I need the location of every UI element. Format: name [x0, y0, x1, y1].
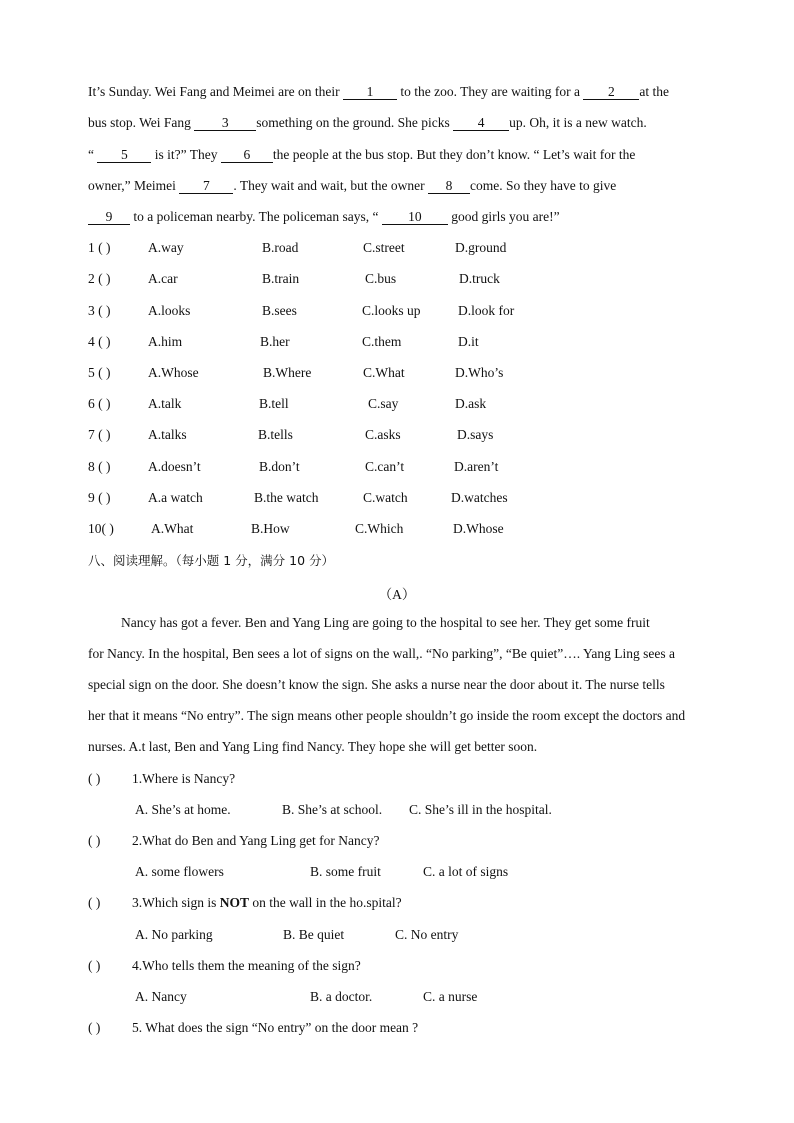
- passage-text: is it?” They: [151, 147, 221, 162]
- option-b[interactable]: B. some fruit: [310, 864, 381, 879]
- option-b[interactable]: B. Be quiet: [283, 927, 345, 942]
- option-a[interactable]: A.talks: [148, 427, 187, 442]
- cloze-question-row: [88, 302, 728, 320]
- question-number: 10( ): [88, 521, 114, 536]
- blank-3: 3: [194, 115, 256, 131]
- option-a[interactable]: A.Whose: [148, 365, 199, 380]
- blank-9: 9: [88, 209, 130, 225]
- option-a[interactable]: A.car: [148, 271, 178, 286]
- cloze-question-row: [88, 489, 728, 507]
- option-b[interactable]: B.the watch: [254, 490, 319, 505]
- option-b[interactable]: B. a doctor.: [310, 989, 373, 1004]
- passage-line: [88, 146, 635, 164]
- option-b[interactable]: B.train: [262, 271, 300, 286]
- question-row: [88, 770, 235, 788]
- part-label: （A）: [378, 587, 416, 602]
- question-text: 5. What does the sign “No entry” on the door mean ?: [132, 1020, 419, 1035]
- option-d[interactable]: D.watches: [451, 490, 508, 505]
- answer-blank[interactable]: ( ): [88, 958, 101, 973]
- passage-text: the people at the bus stop. But they don’t know. “ Let’s wait for the: [272, 147, 636, 162]
- passage-text: . They wait and wait, but the owner: [233, 178, 429, 193]
- blank-1: 1: [343, 84, 397, 100]
- option-c[interactable]: C. a lot of signs: [423, 864, 509, 879]
- option-a[interactable]: A. Nancy: [135, 989, 187, 1004]
- option-a[interactable]: A. No parking: [135, 927, 213, 942]
- question-emphasis: NOT: [219, 895, 250, 910]
- passage-text: to a policeman nearby. The policeman says, “: [130, 209, 382, 224]
- option-b[interactable]: B.How: [251, 521, 290, 536]
- blank-6: 6: [221, 147, 273, 163]
- question-row: [88, 832, 379, 850]
- option-b[interactable]: B.tell: [259, 396, 289, 411]
- option-a[interactable]: A.What: [151, 521, 194, 536]
- option-b[interactable]: B.don’t: [259, 459, 300, 474]
- option-d[interactable]: D.Who’s: [455, 365, 504, 380]
- option-d[interactable]: D.says: [457, 427, 494, 442]
- question-text: 3.Which sign is: [132, 895, 220, 910]
- question-number: 7 ( ): [88, 427, 111, 442]
- option-c[interactable]: C.asks: [365, 427, 401, 442]
- question-number: 3 ( ): [88, 303, 111, 318]
- option-c[interactable]: C. She’s ill in the hospital.: [409, 802, 552, 817]
- blank-2: 2: [583, 84, 639, 100]
- passage-line: Nancy has got a fever. Ben and Yang Ling are going to the hospital to see her. They get some fruit: [121, 615, 650, 630]
- option-a[interactable]: A.a watch: [148, 490, 203, 505]
- option-a[interactable]: A. some flowers: [135, 864, 224, 879]
- passage-line: [88, 208, 560, 226]
- option-d[interactable]: D.Whose: [453, 521, 504, 536]
- option-c[interactable]: C.What: [363, 365, 405, 380]
- option-a[interactable]: A.talk: [148, 396, 182, 411]
- options-row: [88, 926, 728, 944]
- question-row: [88, 1019, 418, 1037]
- cloze-question-row: [88, 364, 728, 382]
- option-b[interactable]: B. She’s at school.: [282, 802, 383, 817]
- question-text: 2.What do Ben and Yang Ling get for Nancy?: [132, 833, 380, 848]
- answer-blank[interactable]: ( ): [88, 833, 101, 848]
- option-c[interactable]: C.watch: [363, 490, 408, 505]
- option-b[interactable]: B.road: [262, 240, 299, 255]
- section-title: 八、阅读理解。（每小题 1 分，满分 10 分）: [88, 553, 335, 568]
- option-c[interactable]: C.Which: [355, 521, 404, 536]
- passage-line: special sign on the door. She doesn’t know the sign. She asks a nurse near the door about it. The nurse tells: [88, 677, 665, 692]
- option-c[interactable]: C.looks up: [362, 303, 421, 318]
- options-row: [88, 863, 728, 881]
- blank-4: 4: [453, 115, 509, 131]
- cloze-question-row: [88, 239, 728, 257]
- passage-line: nurses. A.t last, Ben and Yang Ling find Nancy. They hope she will get better soon.: [88, 739, 538, 754]
- passage-line: for Nancy. In the hospital, Ben sees a lot of signs on the wall,. “No parking”, “Be quiet”…. Yang Ling sees a: [88, 646, 675, 661]
- passage-text: up. Oh, it is a new watch.: [509, 115, 647, 130]
- option-a[interactable]: A.looks: [148, 303, 191, 318]
- question-number: 9 ( ): [88, 490, 111, 505]
- passage-line: [88, 114, 647, 132]
- option-b[interactable]: B.sees: [262, 303, 297, 318]
- question-number: 8 ( ): [88, 459, 111, 474]
- question-text: 4.Who tells them the meaning of the sign?: [132, 958, 361, 973]
- passage-text: good girls you are!”: [447, 209, 560, 224]
- question-number: 6 ( ): [88, 396, 111, 411]
- question-number: 5 ( ): [88, 365, 111, 380]
- cloze-question-row: [88, 426, 728, 444]
- option-c[interactable]: C.say: [368, 396, 399, 411]
- passage-text: owner,” Meimei: [88, 178, 180, 193]
- option-d[interactable]: D.ask: [455, 396, 487, 411]
- option-c[interactable]: C.them: [362, 334, 402, 349]
- blank-7: 7: [179, 178, 233, 194]
- option-d[interactable]: D.truck: [459, 271, 500, 286]
- option-d[interactable]: D.ground: [455, 240, 507, 255]
- option-c[interactable]: C.bus: [365, 271, 397, 286]
- option-a[interactable]: A.way: [148, 240, 184, 255]
- passage-text: come. So they have to give: [470, 178, 617, 193]
- passage-text: to the zoo. They are waiting for a: [396, 84, 584, 99]
- cloze-question-row: [88, 458, 728, 476]
- option-a[interactable]: A.doesn’t: [148, 459, 201, 474]
- blank-8: 8: [428, 178, 470, 194]
- answer-blank[interactable]: ( ): [88, 1020, 101, 1035]
- question-row: [88, 957, 361, 975]
- option-d[interactable]: D.look for: [458, 303, 515, 318]
- question-text: 1.Where is Nancy?: [132, 771, 236, 786]
- option-c[interactable]: C. a nurse: [423, 989, 478, 1004]
- answer-blank[interactable]: ( ): [88, 771, 101, 786]
- blank-5: 5: [97, 147, 151, 163]
- question-number: 1 ( ): [88, 240, 111, 255]
- question-text: on the wall in the ho.spital?: [249, 895, 402, 910]
- passage-line: her that it means “No entry”. The sign means other people shouldn’t go inside the room except the doctors and: [88, 708, 686, 723]
- cloze-question-row: [88, 395, 728, 413]
- cloze-question-row: [88, 520, 728, 538]
- passage-line: [88, 83, 669, 101]
- passage-text: bus stop. Wei Fang: [88, 115, 195, 130]
- option-c[interactable]: C. No entry: [395, 927, 459, 942]
- passage-text: “: [88, 147, 98, 162]
- question-number: 4 ( ): [88, 334, 111, 349]
- option-b[interactable]: B.Where: [263, 365, 312, 380]
- option-b[interactable]: B.her: [260, 334, 290, 349]
- passage-text: It’s Sunday. Wei Fang and Meimei are on their: [88, 84, 343, 99]
- option-a[interactable]: A.him: [148, 334, 183, 349]
- passage-text: something on the ground. She picks: [256, 115, 454, 130]
- question-number: 2 ( ): [88, 271, 111, 286]
- cloze-question-row: [88, 333, 728, 351]
- cloze-question-row: [88, 270, 728, 288]
- passage-line: [88, 177, 616, 195]
- options-row: [88, 988, 728, 1006]
- question-row: [88, 894, 402, 912]
- blank-10: 10: [382, 209, 448, 225]
- option-c[interactable]: C.can’t: [365, 459, 405, 474]
- option-a[interactable]: A. She’s at home.: [135, 802, 231, 817]
- passage-text: at the: [639, 84, 670, 99]
- option-c[interactable]: C.street: [363, 240, 405, 255]
- options-row: [88, 801, 728, 819]
- option-d[interactable]: D.aren’t: [454, 459, 499, 474]
- option-b[interactable]: B.tells: [258, 427, 293, 442]
- answer-blank[interactable]: ( ): [88, 895, 101, 910]
- option-d[interactable]: D.it: [458, 334, 479, 349]
